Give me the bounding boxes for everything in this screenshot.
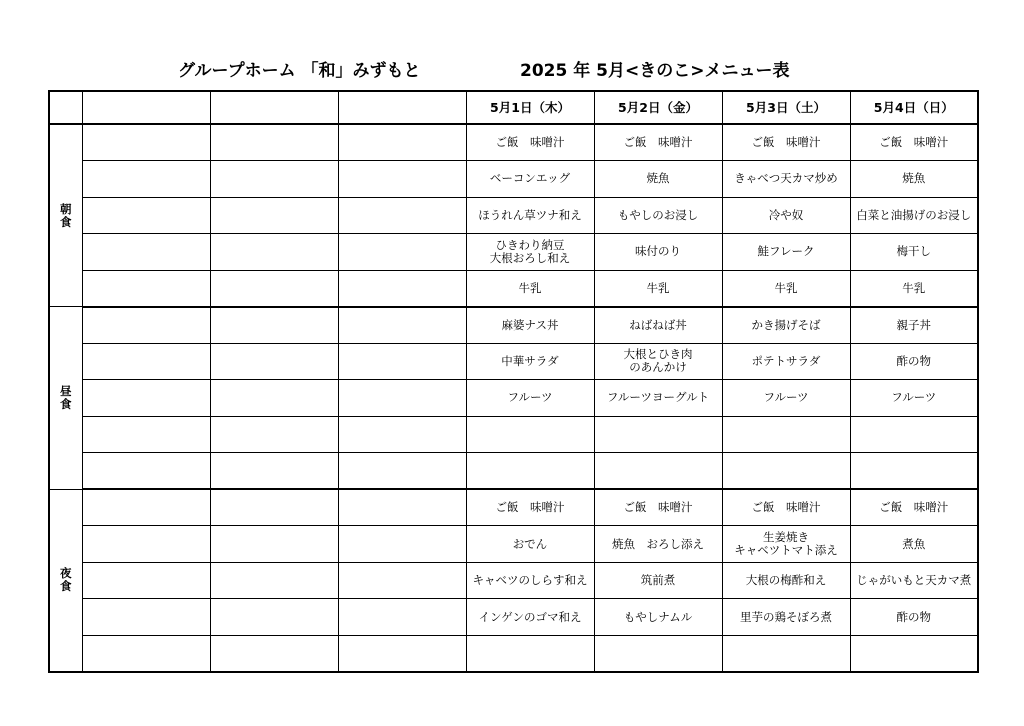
menu-row xyxy=(49,562,978,599)
blank-cell xyxy=(82,635,210,672)
dish-cell: かき揚げそば xyxy=(722,307,850,344)
blank-cell xyxy=(338,307,466,344)
blank-cell xyxy=(210,343,338,380)
dish-cell: ご飯 味噌汁 xyxy=(722,124,850,161)
dish-cell xyxy=(594,635,722,672)
dish-cell: 里芋の鶏そぼろ煮 xyxy=(722,599,850,636)
menu-row xyxy=(49,124,978,161)
dish-cell: ご飯 味噌汁 xyxy=(594,489,722,526)
dish-cell: 煮魚 xyxy=(850,526,978,563)
dish-cell: 大根の梅酢和え xyxy=(722,562,850,599)
dish-cell xyxy=(722,416,850,453)
dish-cell xyxy=(722,635,850,672)
dish-cell: ご飯 味噌汁 xyxy=(850,489,978,526)
blank-header-cell xyxy=(210,91,338,124)
dish-cell xyxy=(466,416,594,453)
blank-cell xyxy=(82,599,210,636)
menu-row xyxy=(49,234,978,271)
date-header: 5月4日（日） xyxy=(850,91,978,124)
dish-cell: フルーツ xyxy=(850,380,978,417)
menu-row xyxy=(49,197,978,234)
dish-cell: 酢の物 xyxy=(850,343,978,380)
dish-cell: 牛乳 xyxy=(722,270,850,307)
dish-cell: 冷や奴 xyxy=(722,197,850,234)
blank-cell xyxy=(338,453,466,490)
dish-cell: 焼魚 xyxy=(594,161,722,198)
blank-cell xyxy=(338,343,466,380)
dish-cell: 鮭フレーク xyxy=(722,234,850,271)
dish-cell xyxy=(722,453,850,490)
dish-cell xyxy=(850,453,978,490)
blank-cell xyxy=(82,489,210,526)
meal-label: 朝 食 xyxy=(49,124,82,307)
dish-cell: 大根とひき肉 のあんかけ xyxy=(594,343,722,380)
dish-cell: 酢の物 xyxy=(850,599,978,636)
dish-cell: インゲンのゴマ和え xyxy=(466,599,594,636)
blank-cell xyxy=(210,307,338,344)
blank-cell xyxy=(210,562,338,599)
menu-row xyxy=(49,161,978,198)
blank-cell xyxy=(210,270,338,307)
blank-cell xyxy=(338,489,466,526)
dish-cell: おでん xyxy=(466,526,594,563)
dish-cell: 牛乳 xyxy=(594,270,722,307)
blank-cell xyxy=(210,453,338,490)
dish-cell xyxy=(466,453,594,490)
menu-row xyxy=(49,343,978,380)
dish-cell: ベーコンエッグ xyxy=(466,161,594,198)
dish-cell: もやしのお浸し xyxy=(594,197,722,234)
blank-header-cell xyxy=(82,91,210,124)
dish-cell: ご飯 味噌汁 xyxy=(594,124,722,161)
menu-row xyxy=(49,599,978,636)
blank-cell xyxy=(82,307,210,344)
dish-cell: ねばねば丼 xyxy=(594,307,722,344)
dish-cell: フルーツヨーグルト xyxy=(594,380,722,417)
dish-cell xyxy=(594,416,722,453)
menu-row xyxy=(49,453,978,490)
dish-cell: 麻婆ナス丼 xyxy=(466,307,594,344)
blank-cell xyxy=(210,526,338,563)
dish-cell: 味付のり xyxy=(594,234,722,271)
dish-cell: じゃがいもと天カマ煮 xyxy=(850,562,978,599)
dish-cell: 白菜と油揚げのお浸し xyxy=(850,197,978,234)
blank-cell xyxy=(338,380,466,417)
blank-cell xyxy=(338,599,466,636)
blank-cell xyxy=(210,161,338,198)
blank-cell xyxy=(338,416,466,453)
dish-cell: フルーツ xyxy=(466,380,594,417)
blank-cell xyxy=(210,197,338,234)
dish-cell: ご飯 味噌汁 xyxy=(466,489,594,526)
meal-label: 夜 食 xyxy=(49,489,82,672)
dish-cell: 焼魚 xyxy=(850,161,978,198)
blank-cell xyxy=(338,197,466,234)
blank-cell xyxy=(82,124,210,161)
date-header: 5月3日（土） xyxy=(722,91,850,124)
blank-cell xyxy=(338,234,466,271)
blank-cell xyxy=(210,599,338,636)
dish-cell: きゃべつ天カマ炒め xyxy=(722,161,850,198)
page-title xyxy=(0,56,1024,86)
dish-cell: ご飯 味噌汁 xyxy=(466,124,594,161)
menu-row xyxy=(49,270,978,307)
blank-cell xyxy=(82,343,210,380)
blank-cell xyxy=(82,161,210,198)
menu-title: 2025 年 5月<きのこ>メニュー表 xyxy=(520,61,790,81)
menu-row xyxy=(49,307,978,344)
dish-cell xyxy=(466,635,594,672)
date-header: 5月2日（金） xyxy=(594,91,722,124)
blank-cell xyxy=(82,416,210,453)
header-row xyxy=(49,91,978,124)
blank-header-cell xyxy=(49,91,82,124)
menu-row xyxy=(49,635,978,672)
menu-row xyxy=(49,380,978,417)
dish-cell: 中華サラダ xyxy=(466,343,594,380)
dish-cell xyxy=(850,635,978,672)
dish-cell: ご飯 味噌汁 xyxy=(850,124,978,161)
dish-cell: ひきわり納豆 大根おろし和え xyxy=(466,234,594,271)
blank-cell xyxy=(210,416,338,453)
blank-cell xyxy=(338,526,466,563)
blank-cell xyxy=(338,562,466,599)
dish-cell: 生姜焼き キャベツトマト添え xyxy=(722,526,850,563)
menu-row xyxy=(49,526,978,563)
blank-cell xyxy=(82,380,210,417)
blank-cell xyxy=(210,234,338,271)
menu-row xyxy=(49,416,978,453)
blank-cell xyxy=(210,380,338,417)
menu-row xyxy=(49,489,978,526)
blank-cell xyxy=(210,124,338,161)
dish-cell: 牛乳 xyxy=(850,270,978,307)
blank-cell xyxy=(82,197,210,234)
blank-cell xyxy=(82,234,210,271)
dish-cell: ほうれん草ツナ和え xyxy=(466,197,594,234)
dish-cell: もやしナムル xyxy=(594,599,722,636)
dish-cell: フルーツ xyxy=(722,380,850,417)
menu-table xyxy=(48,90,979,673)
blank-cell xyxy=(338,635,466,672)
blank-cell xyxy=(338,161,466,198)
dish-cell: 牛乳 xyxy=(466,270,594,307)
blank-cell xyxy=(82,526,210,563)
blank-cell xyxy=(82,562,210,599)
dish-cell: キャベツのしらす和え xyxy=(466,562,594,599)
dish-cell: ご飯 味噌汁 xyxy=(722,489,850,526)
blank-cell xyxy=(338,270,466,307)
dish-cell: 筑前煮 xyxy=(594,562,722,599)
blank-cell xyxy=(82,270,210,307)
dish-cell xyxy=(594,453,722,490)
dish-cell xyxy=(850,416,978,453)
dish-cell: 梅干し xyxy=(850,234,978,271)
dish-cell: 焼魚 おろし添え xyxy=(594,526,722,563)
blank-cell xyxy=(210,635,338,672)
blank-header-cell xyxy=(338,91,466,124)
home-name: グループホーム 「和」みずもと xyxy=(178,61,421,81)
blank-cell xyxy=(210,489,338,526)
meal-label: 昼 食 xyxy=(49,307,82,490)
blank-cell xyxy=(82,453,210,490)
dish-cell: ポテトサラダ xyxy=(722,343,850,380)
date-header: 5月1日（木） xyxy=(466,91,594,124)
blank-cell xyxy=(338,124,466,161)
dish-cell: 親子丼 xyxy=(850,307,978,344)
